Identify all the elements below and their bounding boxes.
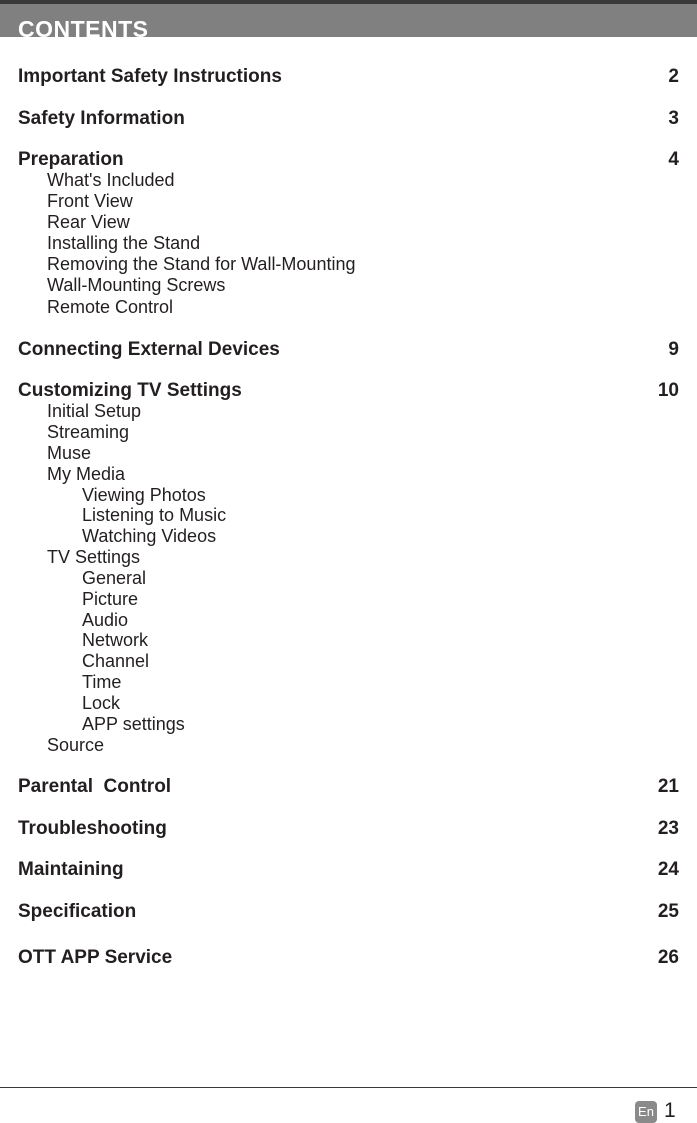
toc-subsubentry[interactable]: Watching Videos xyxy=(82,526,217,546)
toc-subsubentry[interactable]: Time xyxy=(82,672,122,692)
toc-subentry[interactable]: What's Included xyxy=(47,170,175,190)
page-title: CONTENTS xyxy=(18,16,149,42)
toc-subentry[interactable]: My Media xyxy=(47,464,126,484)
toc-subentry[interactable]: Wall-Mounting Screws xyxy=(47,275,226,295)
toc-subentry[interactable]: Front View xyxy=(47,191,133,211)
toc-subsubentry[interactable]: Listening to Music xyxy=(82,505,227,525)
toc-subsubentry[interactable]: Lock xyxy=(82,693,121,713)
toc-entry-title[interactable]: Preparation xyxy=(18,149,124,170)
toc-subsubentry[interactable]: Audio xyxy=(82,610,129,630)
toc-entry-title[interactable]: Specification xyxy=(18,901,137,922)
footer-page-number: 1 xyxy=(664,1099,676,1122)
toc-subentry[interactable]: Initial Setup xyxy=(47,401,142,421)
toc-subentry[interactable]: Muse xyxy=(47,443,92,463)
toc-entry-title[interactable]: Parental Control xyxy=(18,776,172,797)
toc-subsubentry[interactable]: Picture xyxy=(82,589,139,609)
toc-subsubentry[interactable]: Channel xyxy=(82,651,150,671)
footer-rule xyxy=(0,1087,697,1088)
toc-entry-page[interactable]: 3 xyxy=(668,108,679,129)
toc-entry-page[interactable]: 24 xyxy=(657,859,679,880)
header-band xyxy=(0,4,697,42)
toc-subsubentry[interactable]: APP settings xyxy=(82,714,185,734)
toc-subentry[interactable]: Source xyxy=(47,735,105,755)
toc-subentry[interactable]: Installing the Stand xyxy=(47,233,201,253)
toc-entry-title[interactable]: Safety Information xyxy=(18,108,185,129)
toc-subentry[interactable]: TV Settings xyxy=(47,547,141,567)
toc-entry-title[interactable]: Connecting External Devices xyxy=(18,339,280,360)
toc-subentry[interactable]: Rear View xyxy=(47,212,130,232)
toc-entry-page[interactable]: 2 xyxy=(668,66,679,87)
toc-subsubentry[interactable]: Network xyxy=(82,630,149,650)
toc-entry-title[interactable]: Troubleshooting xyxy=(18,818,167,839)
toc-entry-page[interactable]: 26 xyxy=(657,947,679,968)
toc-entry-page[interactable]: 4 xyxy=(668,149,679,170)
toc-entry-title[interactable]: Important Safety Instructions xyxy=(18,66,282,87)
language-badge: En xyxy=(635,1101,657,1123)
toc-entry-title[interactable]: Customizing TV Settings xyxy=(18,380,242,401)
toc-subentry[interactable]: Streaming xyxy=(47,422,130,442)
toc-entry-page[interactable]: 21 xyxy=(657,776,679,797)
toc-entry-title[interactable]: OTT APP Service xyxy=(18,947,173,968)
toc-entry-page[interactable]: 9 xyxy=(668,339,679,360)
toc-subsubentry[interactable]: Viewing Photos xyxy=(82,485,206,505)
toc-subentry[interactable]: Removing the Stand for Wall-Mounting xyxy=(47,254,356,274)
toc-entry-page[interactable]: 23 xyxy=(657,818,679,839)
toc-entry-page[interactable]: 25 xyxy=(657,901,679,922)
toc-entry-page[interactable]: 10 xyxy=(657,380,679,401)
toc-entry-title[interactable]: Maintaining xyxy=(18,859,124,880)
toc-subsubentry[interactable]: General xyxy=(82,568,147,588)
toc-subentry[interactable]: Remote Control xyxy=(47,297,174,317)
